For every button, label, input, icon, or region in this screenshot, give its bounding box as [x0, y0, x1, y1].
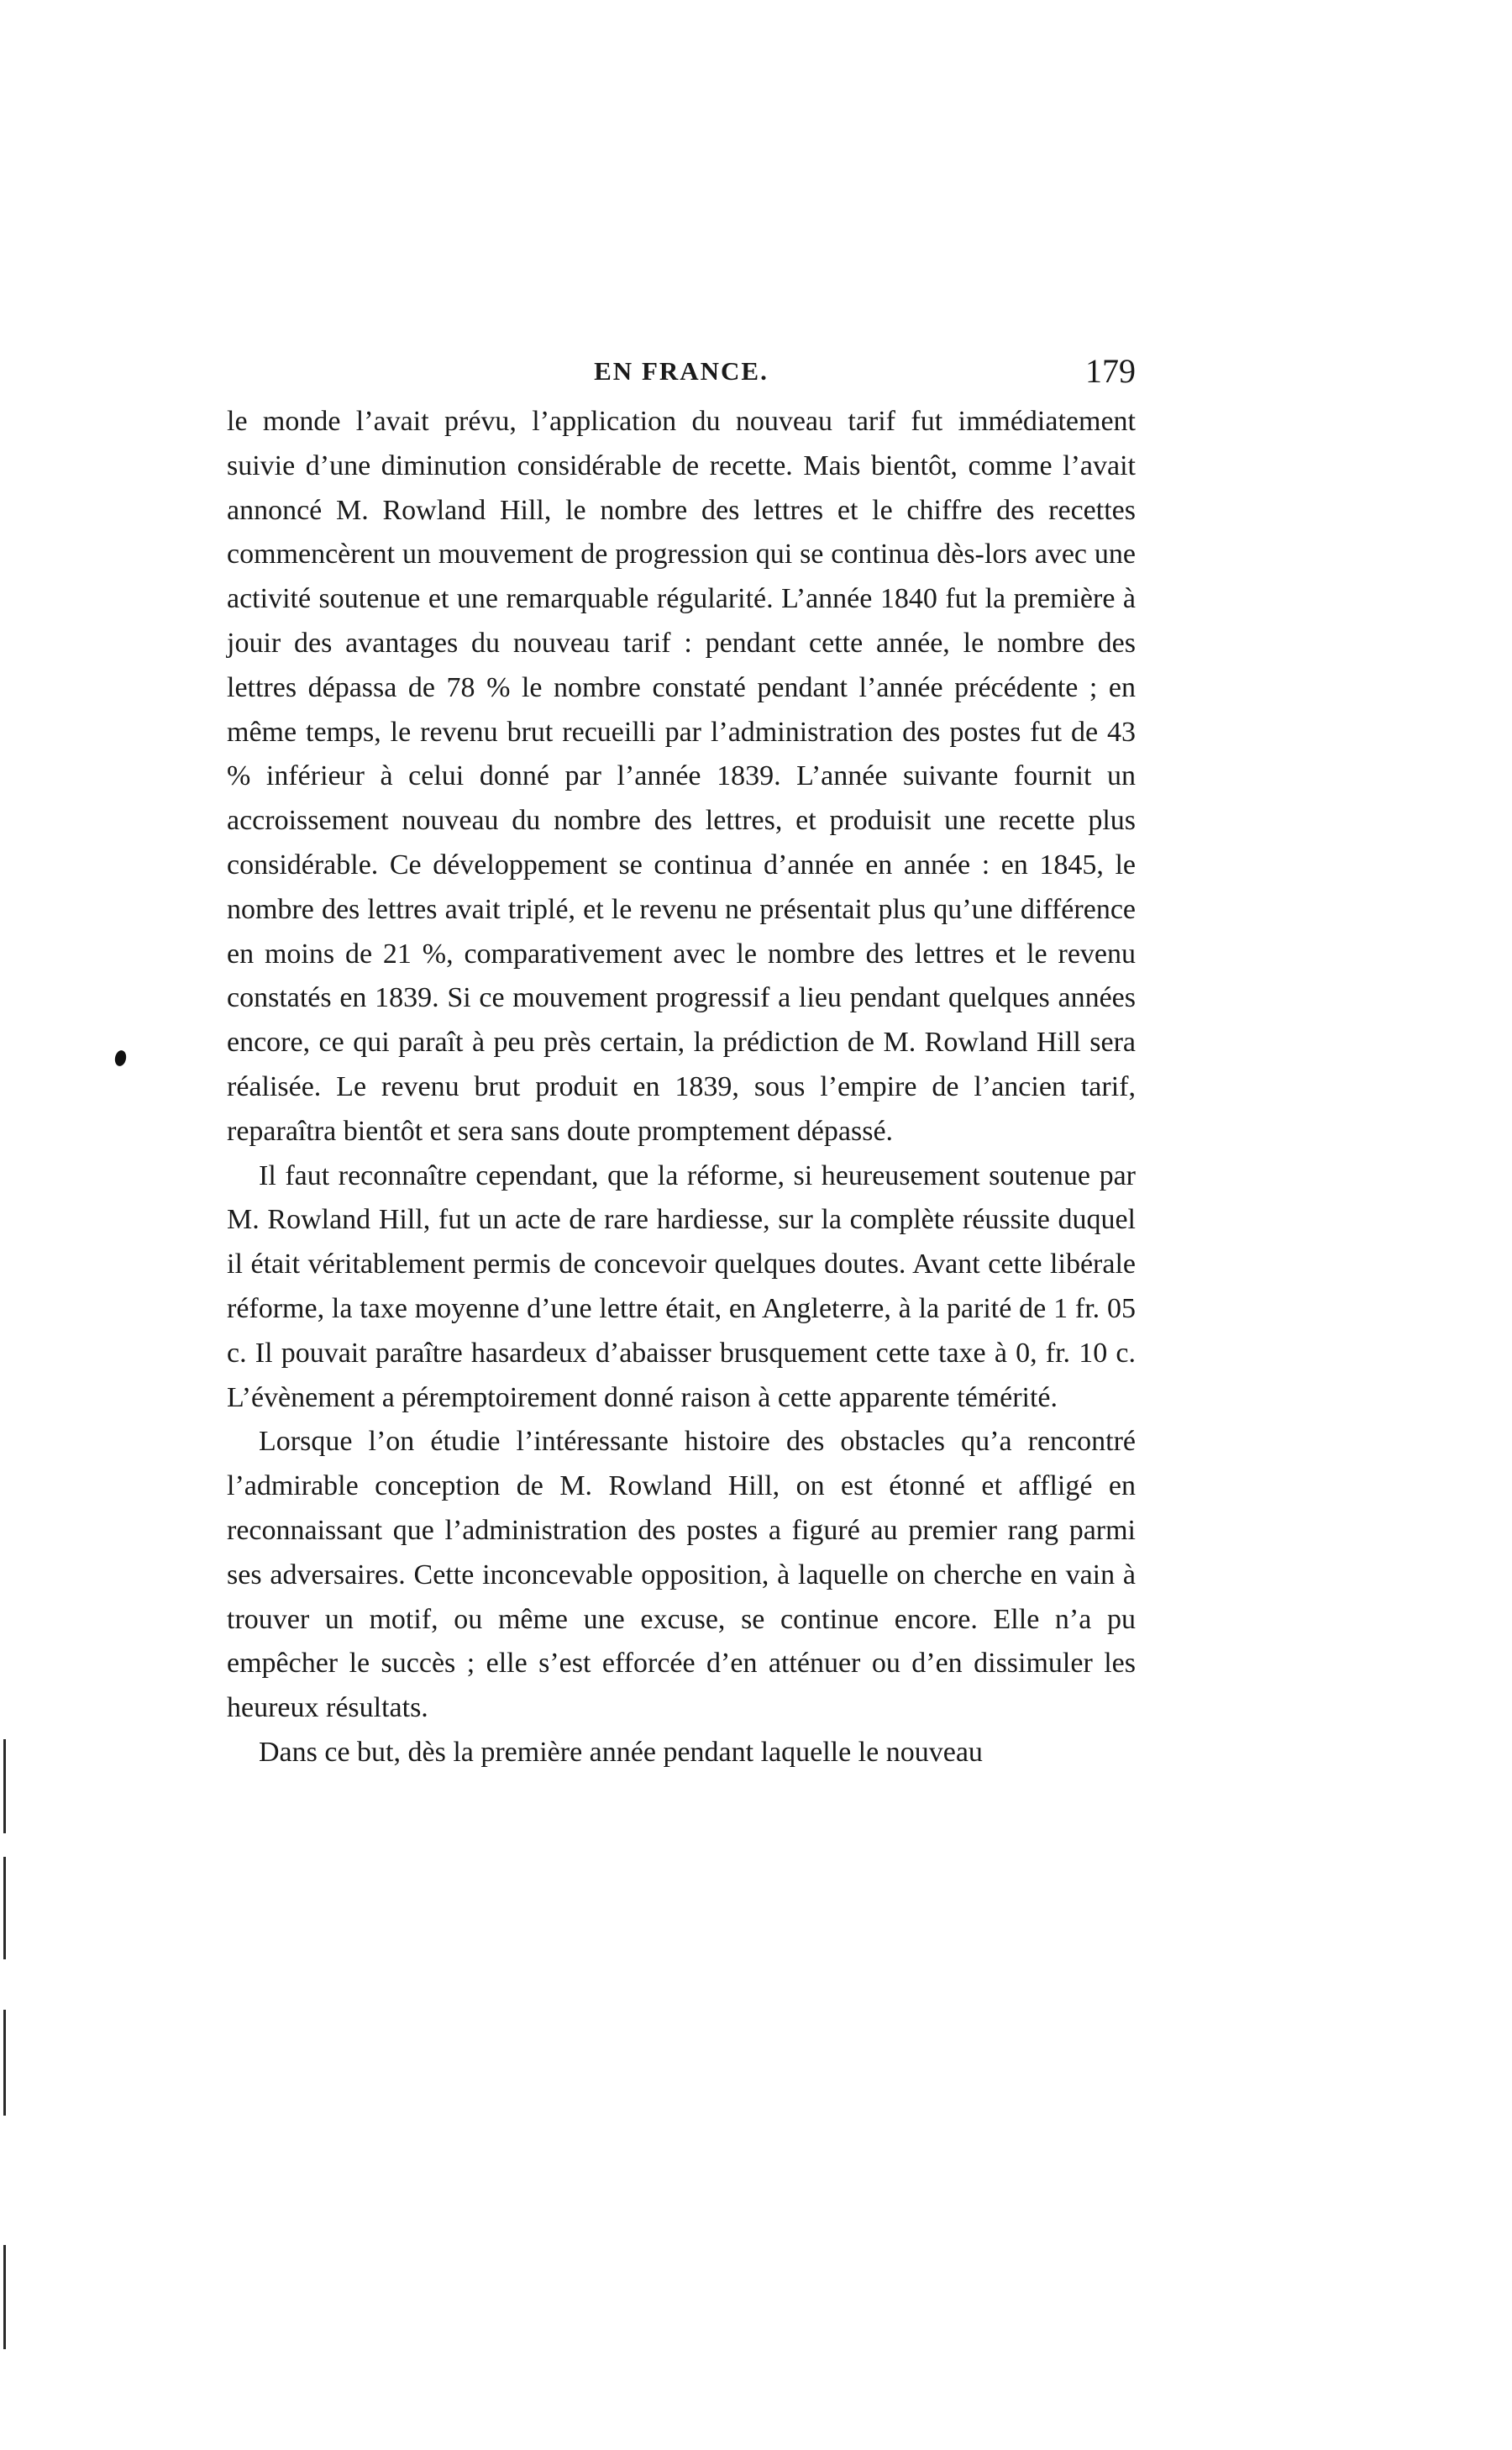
- page-number: 179: [1085, 352, 1136, 390]
- scan-edge-mark: [3, 2245, 6, 2349]
- paragraph-obstacles: Lorsque l’on étudie l’intéressante histoire des obstacles qu’a rencontré l’admirable conception de M. Rowland Hill, on est étonné et affligé en reconnaissant que l’administration des postes a figuré au premier rang parmi ses adversaires. Cette inconcevable opposition, à laquelle on cherche en vain à trouver un motif, ou même une excuse, se continue encore. Elle n’a pu empêcher le succès ; elle s’est efforcée d’en atténuer ou d’en dissimuler les heureux résultats.: [227, 1426, 1136, 1724]
- scan-edge-mark: [3, 2010, 6, 2116]
- running-head: [227, 351, 1136, 393]
- margin-ink-dot: [113, 1049, 128, 1067]
- scan-edge-mark: [3, 1739, 6, 1833]
- body-text: [227, 400, 1136, 1775]
- running-title: EN FRANCE.: [594, 356, 769, 386]
- scan-edge-mark: [3, 1857, 6, 1959]
- paragraph-continued: le monde l’avait prévu, l’application du nouveau tarif fut immédiatement suivie d’une diminution considérable de recette. Mais bientôt, comme l’avait annoncé M. Rowland Hill, le nombre des lettres et le chiffre des recettes commencèrent un mouvement de progression qui se continua dès-lors avec une activité soutenue et une remarquable régularité. L’année 1840 fut la première à jouir des avantages du nouveau tarif : pendant cette année, le nombre des lettres dépassa de 78 % le nombre constaté pendant l’année précédente ; en même temps, le revenu brut recueilli par l’administration des postes fut de 43 % inférieur à celui donné par l’année 1839. L’année suivante fournit un accroissement nouveau du nombre des lettres, et produisit une recette plus considérable. Ce développement se continua d’année en année : en 1845, le nombre des lettres avait triplé, et le revenu ne présentait plus qu’une différence en moins de 21 %, comparativement avec le nombre des lettres et le revenu constatés en 1839. Si ce mouvement progressif a lieu pendant quelques années encore, ce qui paraît à peu près certain, la prédiction de M. Rowland Hill sera réalisée. Le revenu brut produit en 1839, sous l’empire de l’ancien tarif, reparaîtra bientôt et sera sans doute promptement dépassé.: [227, 406, 1136, 1147]
- paragraph-reforme: Il faut reconnaître cependant, que la réforme, si heureusement soutenue par M. Rowland Hill, fut un acte de rare hardiesse, sur la complète réussite duquel il était véritablement permis de concevoir quelques doutes. Avant cette libérale réforme, la taxe moyenne d’une lettre était, en Angleterre, à la parité de 1 fr. 05 c. Il pouvait paraître hasardeux d’abaisser brusquement cette taxe à 0, fr. 10 c. L’évènement a péremptoirement donné raison à cette apparente témérité.: [227, 1159, 1136, 1413]
- paragraph-dans-ce-but: Dans ce but, dès la première année pendant laquelle le nouveau: [259, 1736, 983, 1768]
